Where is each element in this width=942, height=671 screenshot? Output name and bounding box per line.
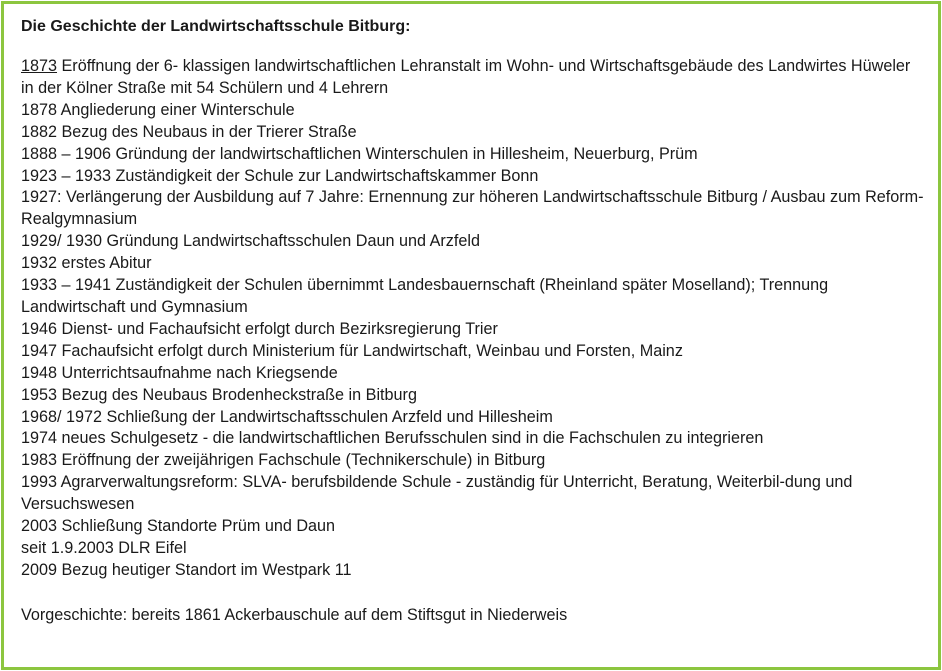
document-frame <box>1 1 941 670</box>
history-entry-13: 1968/ 1972 Schließung der Landwirtschaftsschulen Arzfeld und Hillesheim <box>21 407 553 426</box>
history-entry-12: 1953 Bezug des Neubaus Brodenheckstraße in Bitburg <box>21 385 417 404</box>
history-entry-6: 1929/ 1930 Gründung Landwirtschaftsschulen Daun und Arzfeld <box>21 232 480 251</box>
document-title: Die Geschichte der Landwirtschaftsschule Bitburg: <box>21 18 411 35</box>
document-content <box>21 16 924 626</box>
entry-text: Eröffnung der 6- klassigen landwirtschaftlichen Lehranstalt im Wohn- und Wirtschaftsgebäude des Landwirtes Hüweler in der Kölner Straße mit 54 Schülern und 4 Lehrern <box>21 57 911 97</box>
history-entry-4: 1923 – 1933 Zuständigkeit der Schule zur Landwirtschaftskammer Bonn <box>21 166 539 185</box>
prehistory-note: Vorgeschichte: bereits 1861 Ackerbauschule auf dem Stiftsgut in Niederweis <box>21 605 568 624</box>
history-entry-11: 1948 Unterrichtsaufnahme nach Kriegsende <box>21 363 338 382</box>
history-entry-17: 2003 Schließung Standorte Prüm und Daun <box>21 517 336 536</box>
history-entry-8: 1933 – 1941 Zuständigkeit der Schulen übernimmt Landesbauernschaft (Rheinland später Moselland); Trennung Landwirtschaft und Gymnasium <box>21 276 829 316</box>
history-entry-0 <box>21 56 924 100</box>
history-entry-18: seit 1.9.2003 DLR Eifel <box>21 538 187 557</box>
history-entry-14: 1974 neues Schulgesetz - die landwirtschaftlichen Berufsschulen sind in die Fachschulen zu integrieren <box>21 429 764 448</box>
history-entry-2: 1882 Bezug des Neubaus in der Trierer Straße <box>21 122 357 141</box>
history-entry-19: 2009 Bezug heutiger Standort im Westpark 11 <box>21 560 352 579</box>
history-entry-10: 1947 Fachaufsicht erfolgt durch Ministerium für Landwirtschaft, Weinbau und Forsten, Mainz <box>21 341 683 360</box>
history-list <box>21 56 924 582</box>
history-entry-7: 1932 erstes Abitur <box>21 254 152 273</box>
entry-year-underlined: 1873 <box>21 57 58 75</box>
history-entry-15: 1983 Eröffnung der zweijährigen Fachschule (Technikerschule) in Bitburg <box>21 451 546 470</box>
history-entry-16: 1993 Agrarverwaltungsreform: SLVA- berufsbildende Schule - zuständig für Unterricht, Beratung, Weiterbil-dung und Versuchswesen <box>21 473 853 514</box>
history-entry-5: 1927: Verlängerung der Ausbildung auf 7 Jahre: Ernennung zur höheren Landwirtschaftsschule Bitburg / Ausbau zum Reform-Realgymnasium <box>21 188 924 229</box>
history-entry-1: 1878 Angliederung einer Winterschule <box>21 100 295 119</box>
history-entry-3: 1888 – 1906 Gründung der landwirtschaftlichen Winterschulen in Hillesheim, Neuerburg, Prüm <box>21 144 698 163</box>
history-entry-9: 1946 Dienst- und Fachaufsicht erfolgt durch Bezirksregierung Trier <box>21 319 498 338</box>
